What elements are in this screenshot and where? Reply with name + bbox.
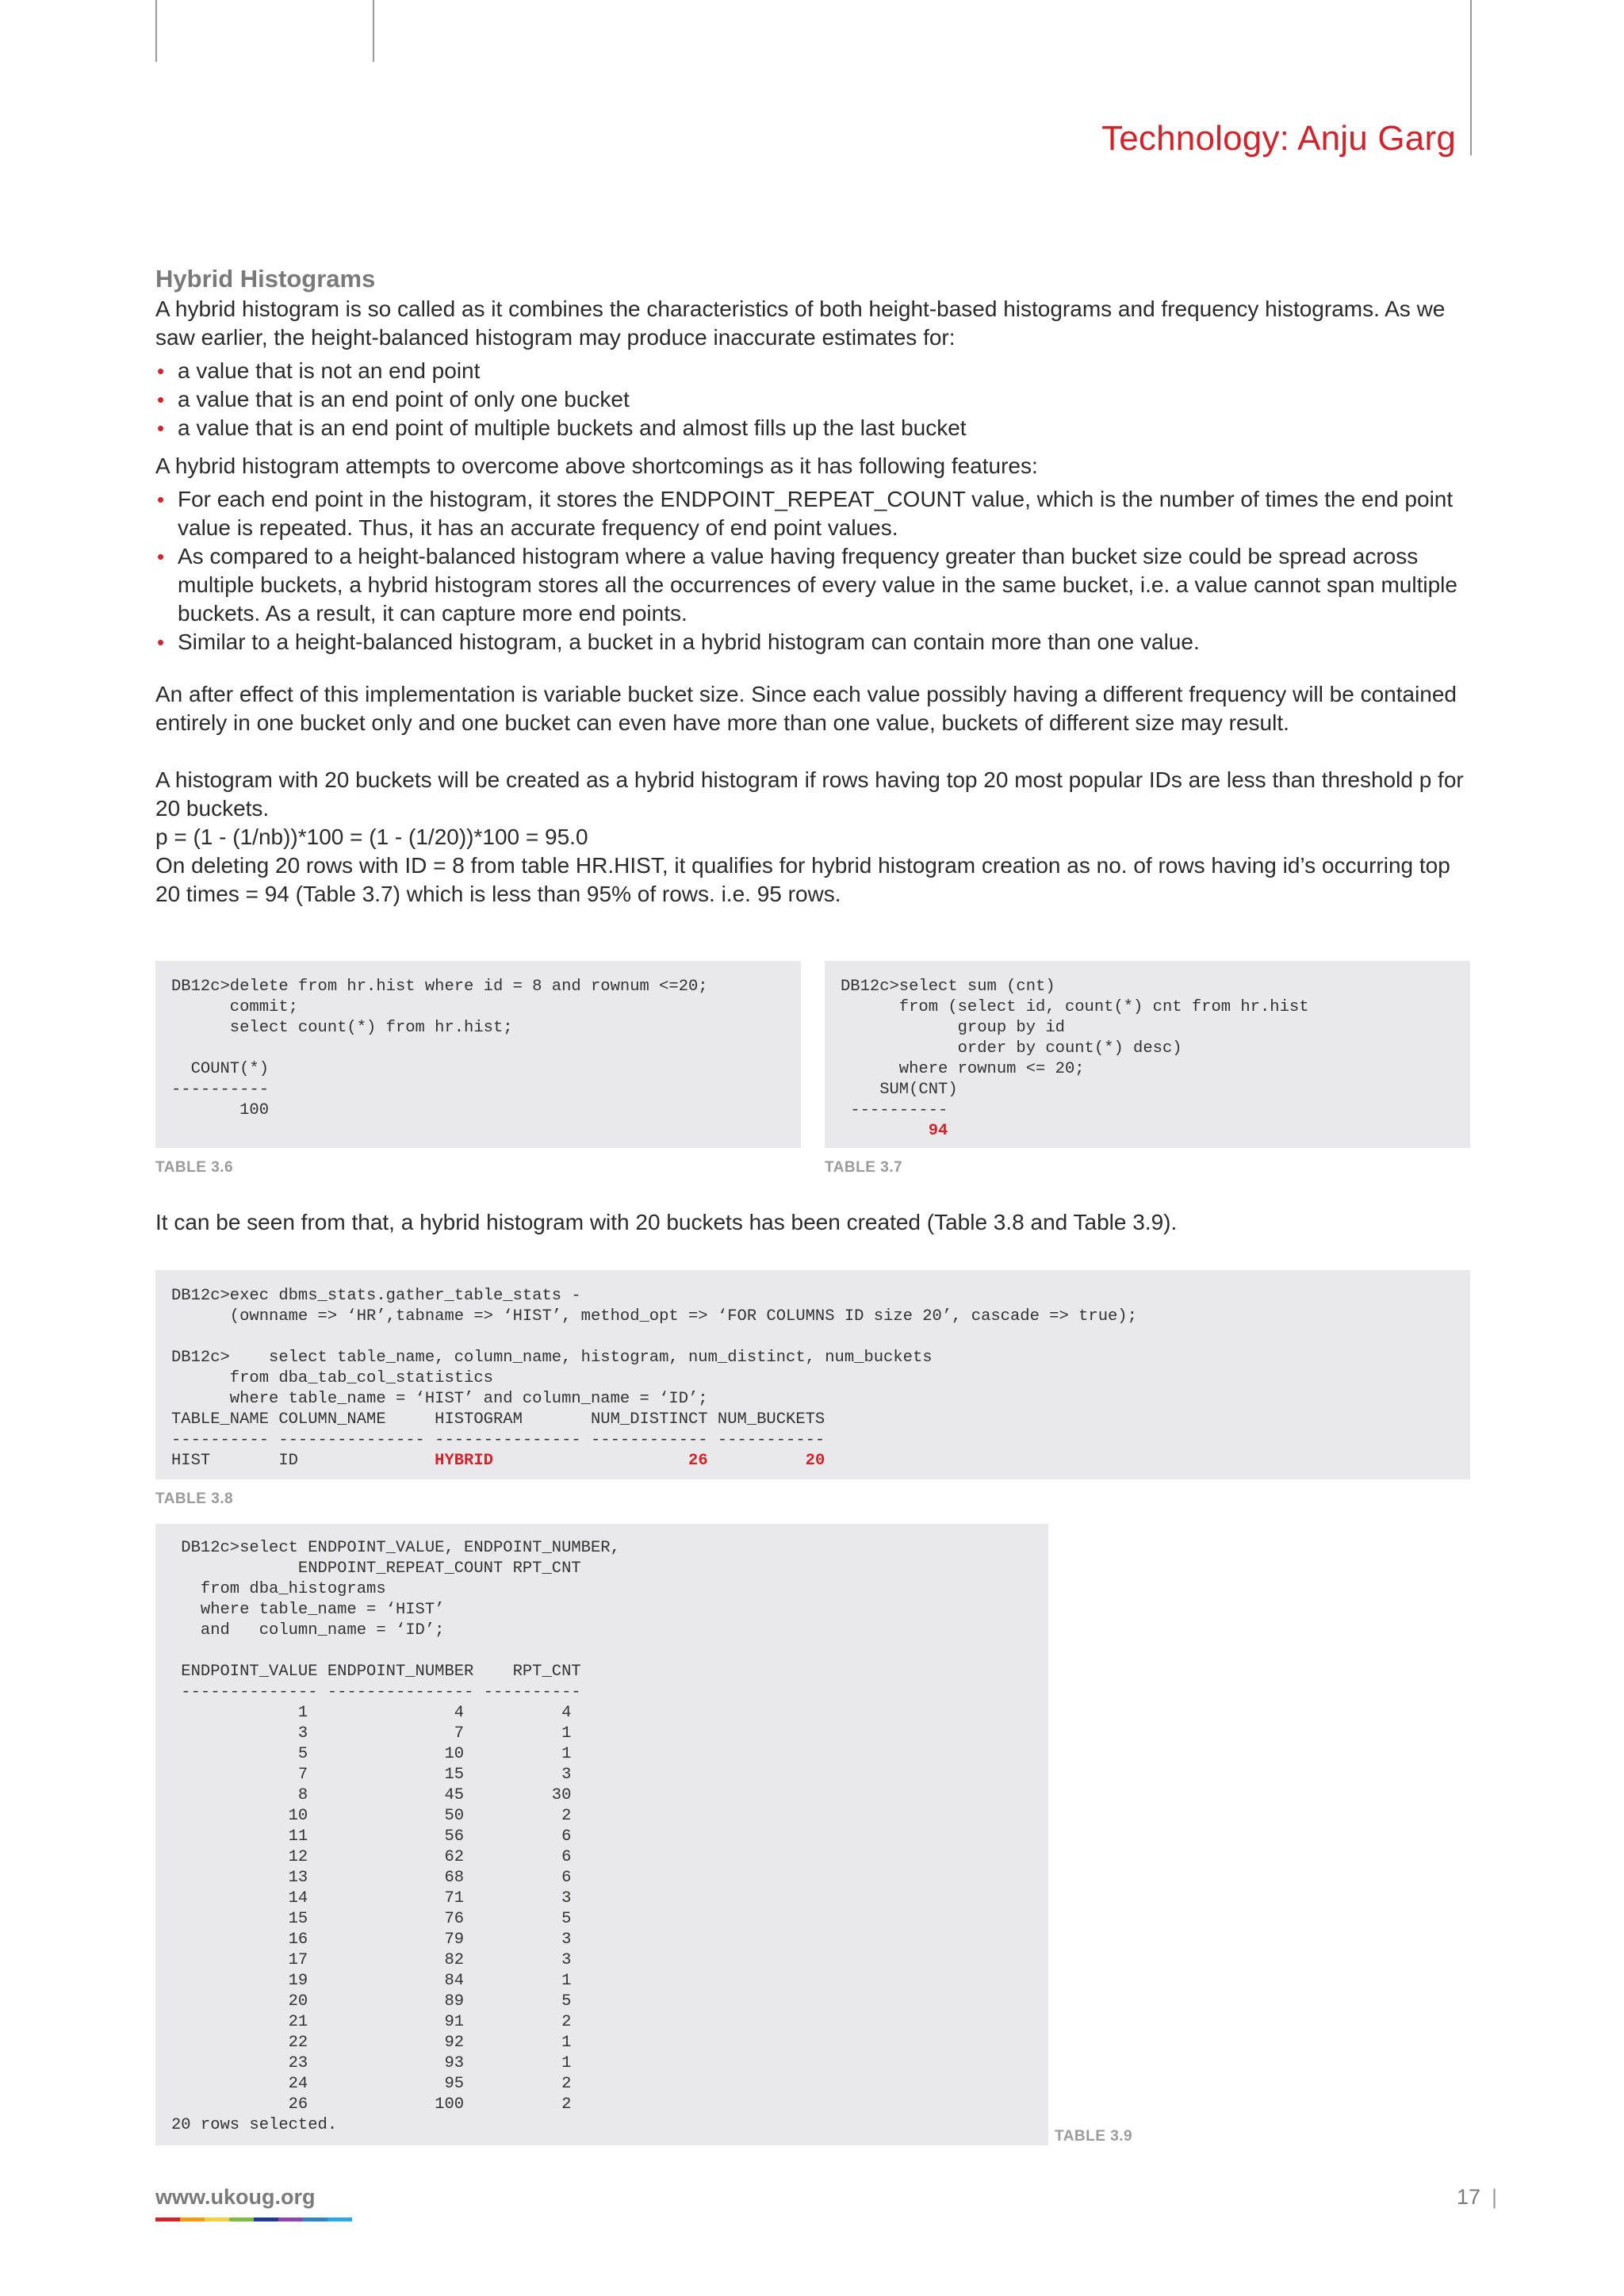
- top-rule-left: [155, 0, 157, 62]
- page-number: 17 |: [1456, 2185, 1497, 2209]
- threshold-paragraph: A histogram with 20 buckets will be created as a hybrid histogram if rows having top 20 most popular IDs are less than threshold p for 20 buckets.: [155, 767, 1464, 821]
- after-effect-paragraph: An after effect of this implementation is variable bucket size. Since each value possibly having a different frequency will be contained entirely in one bucket only and one bucket can even have more than one value, buckets of different size may result.: [155, 682, 1457, 735]
- top-rule-middle: [373, 0, 374, 62]
- caption-table-3-6: TABLE 3.6: [155, 1159, 234, 1176]
- stripe-segment: [229, 2218, 254, 2221]
- list-item: • a value that is an end point of multiple buckets and almost fills up the last bucket: [155, 414, 1469, 442]
- list-item: • As compared to a height-balanced histogram where a value having frequency greater than bucket size could be spread across multiple buckets, a hybrid histogram stores all the occurrences of every value in the same bucket, i.e. a value cannot span multiple buckets. As a result, it can capture more end points.: [157, 544, 1457, 626]
- caption-table-3-9: TABLE 3.9: [1055, 2128, 1133, 2145]
- seen-paragraph: It can be seen from that, a hybrid histogram with 20 buckets has been created (Table 3.8 and Table 3.9).: [155, 1210, 1178, 1234]
- num-buckets-value: 20: [805, 1452, 825, 1470]
- footer-url: www.ukoug.org: [155, 2185, 316, 2209]
- intro-paragraph: A hybrid histogram is so called as it combines the characteristics of both height-based histograms and frequency histograms. As we saw earlier, the height-balanced histogram may produce inaccurate estimates for:: [155, 297, 1446, 350]
- code-block-table-3-8: DB12c>exec dbms_stats.gather_table_stats - (ownname => ‘HR’,tabname => ‘HIST’, method_opt => ‘FOR COLUMNS ID size 20’, cascade => true); DB12c> select table_name, column_name, histogram, num_distinct, num_buckets from dba_tab_col_statistics where table_name = ‘HIST’ and column_name = ‘ID’; TABLE_NAME COLUMN_NAME HISTOGRAM NUM_DISTINCT NUM_BUCKETS ---------- --------------- --------------- ------------ ----------- HIST ID HYBRID 26 20: [155, 1270, 1470, 1479]
- bullet-icon: •: [157, 545, 165, 568]
- bullet-icon: •: [157, 388, 165, 411]
- code-block-table-3-6: DB12c>delete from hr.hist where id = 8 and rownum <=20; commit; select count(*) from hr.hist; COUNT(*) ---------- 100: [155, 961, 801, 1148]
- page-header-title: Technology: Anju Garg: [1101, 119, 1456, 158]
- bullet-icon: •: [157, 416, 165, 440]
- stripe-segment: [205, 2218, 229, 2221]
- article-body: [155, 265, 1469, 909]
- stripe-segment: [180, 2218, 205, 2221]
- code-block-table-3-9: DB12c>select ENDPOINT_VALUE, ENDPOINT_NUMBER, ENDPOINT_REPEAT_COUNT RPT_CNT from dba_histograms where table_name = ‘HIST’ and column_name = ‘ID’; ENDPOINT_VALUE ENDPOINT_NUMBER RPT_CNT -------------- --------------- ---------- 1 4 4 3 7 1 5 10 1 7 15 3 8 45 30 10 50 2 11 56 6 12 62 6 13 68 6 14 71 3 15 76 5 16 79 3 17 82 3 19 84 1 20 89 5 21 91 2 22 92 1 23 93 1 24 95 2 26 100 2 20 rows selected.: [155, 1524, 1048, 2145]
- features-intro: A hybrid histogram attempts to overcome above shortcomings as it has following features:: [155, 453, 1038, 478]
- stripe-segment: [278, 2218, 303, 2221]
- caption-table-3-7: TABLE 3.7: [825, 1159, 903, 1176]
- stripe-segment: [155, 2218, 180, 2221]
- histogram-type-value: HYBRID: [435, 1452, 493, 1470]
- list-item: • a value that is not an end point: [155, 357, 1469, 385]
- formula: p = (1 - (1/nb))*100 = (1 - (1/20))*100 = 95.0: [155, 825, 588, 849]
- bullet-icon: •: [157, 630, 165, 654]
- list-item: • a value that is an end point of only one bucket: [155, 385, 1469, 414]
- bullet-icon: •: [157, 488, 165, 511]
- stripe-segment: [327, 2218, 352, 2221]
- stripe-segment: [254, 2218, 278, 2221]
- caption-table-3-8: TABLE 3.8: [155, 1490, 234, 1507]
- list-item: • Similar to a height-balanced histogram, a bucket in a hybrid histogram can contain more than one value.: [155, 628, 1469, 656]
- section-title: Hybrid Histograms: [155, 265, 376, 293]
- inaccuracy-list: [155, 357, 1469, 442]
- stripe-segment: [303, 2218, 327, 2221]
- code-block-table-3-7: DB12c>select sum (cnt) from (select id, count(*) cnt from hr.hist group by id order by count(*) desc) where rownum <= 20; SUM(CNT) ---------- 94: [825, 961, 1470, 1148]
- sum-result-value: 94: [928, 1122, 948, 1140]
- list-item: • For each end point in the histogram, it stores the ENDPOINT_REPEAT_COUNT value, which is the number of times the end point value is repeated. Thus, it has an accurate frequency of end point values.: [157, 487, 1454, 540]
- delete-paragraph: On deleting 20 rows with ID = 8 from table HR.HIST, it qualifies for hybrid histogram creation as no. of rows having id’s occurring top 20 times = 94 (Table 3.7) which is less than 95% of rows. i.e. 95 rows.: [155, 853, 1450, 906]
- num-distinct-value: 26: [688, 1452, 708, 1470]
- features-list: [155, 485, 1469, 656]
- bullet-icon: •: [157, 359, 165, 383]
- top-rule-right: [1470, 0, 1472, 155]
